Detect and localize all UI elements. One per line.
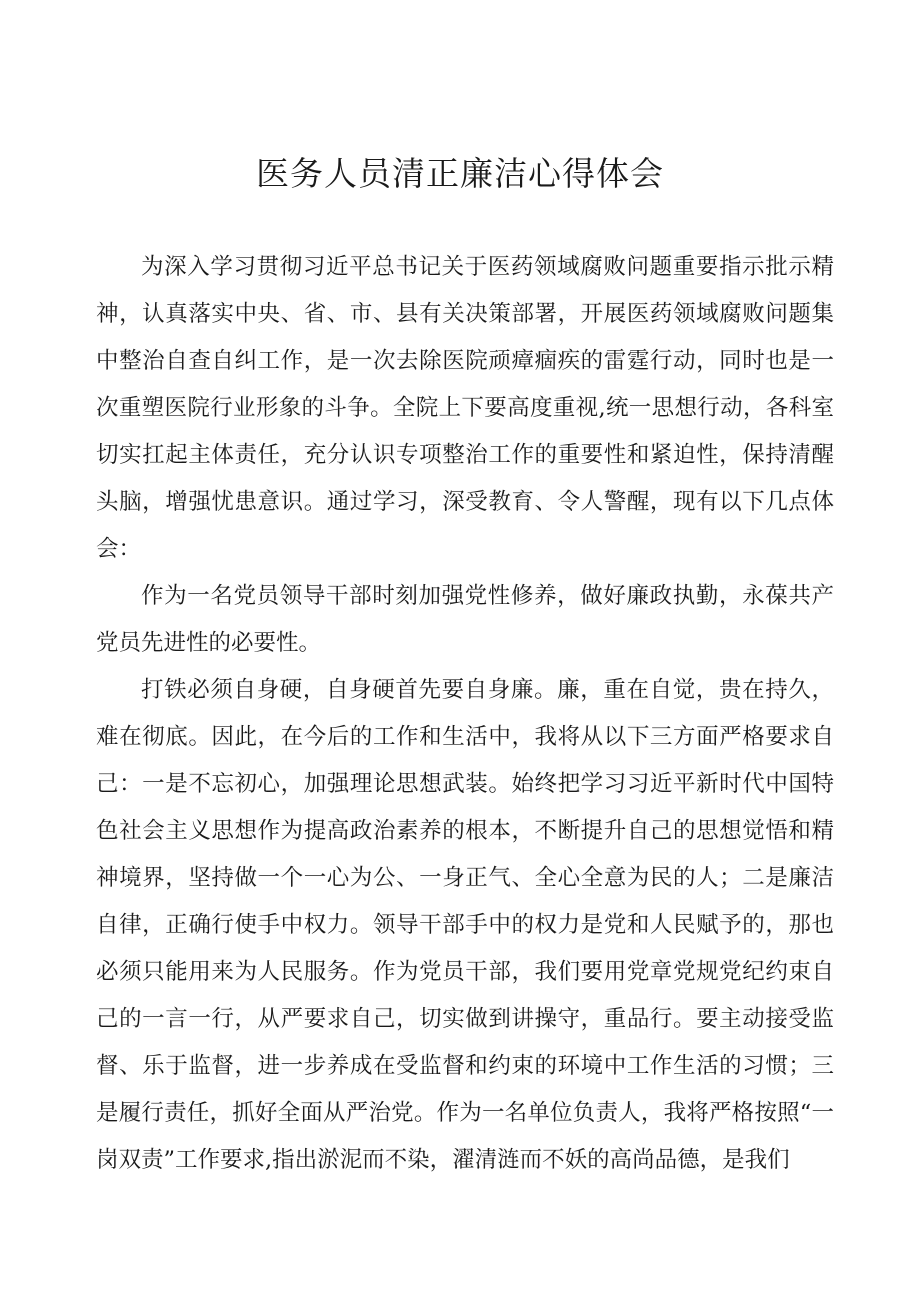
paragraph-self-discipline: 打铁必须自身硬，自身硬首先要自身廉。廉，重在自觉，贵在持久，难在彻底。因此，在今后的工作和生活中，我将从以下三方面严格要求自己：一是不忘初心，加强理论思想武装。始终把学习习近平新时代中国特色社会主义思想作为提高政治素养的根本，不断提升自己的思想觉悟和精神境界，坚持做一个一心为公、一身正气、全心全意为民的人；二是廉洁自律，正确行使手中权力。领导干部手中的权力是党和人民赋予的，那也必须只能用来为人民服务。作为党员干部，我们要用党章党规党纪约束自己的一言一行，从严要求自己，切实做到讲操守，重品行。要主动接受监督、乐于监督，进一步养成在受监督和约束的环境中工作生活的习惯；三是履行责任，抓好全面从严治党。作为一名单位负责人，我将严格按照“一岗双责”工作要求,指出淤泥而不染，濯清涟而不妖的高尚品德，是我们 — [96, 677, 834, 1173]
paragraph-intro: 为深入学习贯彻习近平总书记关于医药领域腐败问题重要指示批示精神，认真落实中央、省、市、县有关决策部署，开展医药领域腐败问题集中整治自查自纠工作，是一次去除医院顽瘴痼疾的雷霆行动，同时也是一次重塑医院行业形象的斗争。全院上下要高度重视,统一思想行动，各科室切实扛起主体责任，充分认识专项整治工作的重要性和紧迫性，保持清醒头脑，增强忧患意识。通过学习，深受教育、令人警醒，现有以下几点体会： — [96, 254, 834, 562]
document-title: 医务人员清正廉洁心得体会 — [256, 154, 664, 193]
paragraph-party-member: 作为一名党员领导干部时刻加强党性修养，做好廉政执勤，永葆共产党员先进性的必要性。 — [96, 583, 834, 656]
document-body — [96, 244, 834, 1184]
